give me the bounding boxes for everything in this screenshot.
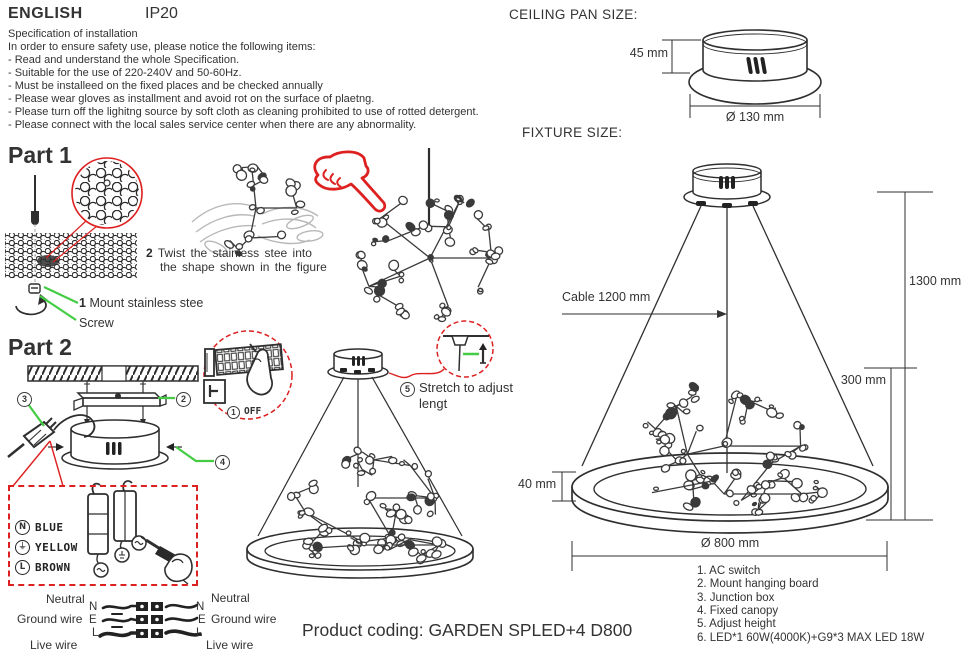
live-symbol: L bbox=[15, 560, 30, 575]
callout-4: 4 bbox=[215, 455, 230, 470]
fixture-height-dim: 1300 mm bbox=[909, 274, 962, 288]
screw-label: Screw bbox=[79, 316, 114, 330]
part1-title: Part 1 bbox=[8, 142, 72, 168]
spec-item: - Please connect with the local sales service center when there are any abnormality. bbox=[8, 119, 417, 131]
legend-item: 4. Fixed canopy bbox=[697, 605, 779, 617]
spec-title: Specification of installation bbox=[8, 28, 138, 40]
wire-color-row bbox=[15, 539, 78, 557]
ceiling-pan-title: CEILING PAN SIZE: bbox=[509, 7, 638, 22]
legend-item: 2. Mount hanging board bbox=[697, 578, 819, 590]
callout-1: 1 bbox=[227, 406, 240, 419]
ip-rating-label: IP20 bbox=[145, 5, 178, 22]
spec-item: - Read and understand the whole Specification. bbox=[8, 54, 240, 66]
legend-item: 6. LED*1 60W(4000K)+G9*3 MAX LED 18W bbox=[697, 632, 925, 644]
wire-terminal-n-right: N bbox=[196, 601, 205, 613]
wire-label-live-left: Live wire bbox=[30, 638, 78, 652]
wire-terminal-l-left: L bbox=[92, 627, 99, 639]
language-label: ENGLISH bbox=[8, 5, 83, 22]
spec-intro: In order to ensure safety use, please notice the following items: bbox=[8, 41, 316, 53]
wire-connection-drawing bbox=[100, 602, 203, 639]
legend-item: 5. Adjust height bbox=[697, 618, 776, 630]
fixture-drop-dim: 300 mm bbox=[840, 373, 886, 387]
fixture-cluster-lower bbox=[652, 468, 829, 516]
wire-label-ground-right: Ground wire bbox=[211, 612, 277, 626]
wire-label-neutral-right: Neutral bbox=[211, 591, 250, 605]
off-label: OFF bbox=[244, 406, 262, 417]
step2-text-line1: Twist the stainless stee into bbox=[157, 246, 312, 260]
step2-number: 2 bbox=[146, 246, 153, 260]
spec-item: - Please wear gloves as installment and avoid rot on the surface of plaetng. bbox=[8, 93, 375, 105]
wire-color-blue: BLUE bbox=[35, 521, 64, 535]
callout-3: 3 bbox=[17, 392, 32, 407]
wire-terminal-e-right: E bbox=[198, 614, 206, 626]
fixture-drawing bbox=[552, 164, 933, 571]
part2-title: Part 2 bbox=[8, 334, 72, 360]
wire-color-row bbox=[15, 519, 64, 537]
pan-diameter-dim: Ø 130 mm bbox=[725, 110, 785, 124]
cable-length-dim: Cable 1200 mm bbox=[562, 290, 651, 304]
spec-item: - Please turn off the lighitng source by soft cloth as cleaning prohibited to use of rotted detergent. bbox=[8, 106, 479, 118]
legend-item: 1. AC switch bbox=[697, 565, 761, 577]
callout-2: 2 bbox=[176, 392, 191, 407]
callout-5: 5 bbox=[400, 382, 415, 397]
neutral-symbol: N bbox=[15, 520, 30, 535]
product-coding: Product coding: GARDEN SPLED+4 D800 bbox=[302, 620, 633, 640]
wire-color-brown: BROWN bbox=[35, 561, 71, 575]
legend-item: 3. Junction box bbox=[697, 592, 775, 604]
wire-label-ground-left: Ground wire bbox=[17, 612, 83, 626]
pointing-hand-icon bbox=[315, 152, 385, 211]
part2-mounting-diagram bbox=[8, 366, 214, 486]
stretch-adjust-inset bbox=[389, 321, 493, 378]
wire-terminal-n-left: N bbox=[89, 601, 98, 613]
wire-label-neutral-left: Neutral bbox=[46, 592, 85, 606]
wire-color-row bbox=[15, 559, 71, 577]
step1-text: Mount stainless stee bbox=[89, 296, 204, 310]
wire-color-yellow: YELLOW bbox=[35, 541, 78, 555]
spec-item: - Must be installeed on the fixed places and be checked annually bbox=[8, 80, 323, 92]
earth-symbol: ⏚ bbox=[15, 540, 30, 555]
wire-terminal-e-left: E bbox=[89, 614, 97, 626]
step2-text-line2: the shape shown in the figure bbox=[160, 260, 327, 274]
fixture-cluster bbox=[643, 381, 808, 506]
fixture-size-title: FIXTURE SIZE: bbox=[522, 125, 623, 140]
wire-terminal-l-right: L bbox=[196, 627, 203, 639]
stretch-label-line2: lengt bbox=[419, 396, 448, 411]
step1-number: 1 bbox=[79, 296, 86, 310]
spec-item: - Suitable for the use of 220-240V and 50-60Hz. bbox=[8, 67, 242, 79]
pan-height-dim: 45 mm bbox=[629, 46, 668, 60]
ceiling-pan-drawing bbox=[662, 30, 821, 118]
ring-height-dim: 40 mm bbox=[518, 477, 557, 491]
stretch-label-line1: Stretch to adjust bbox=[419, 380, 513, 395]
small-chandelier-cluster-lower bbox=[303, 523, 448, 565]
fixture-diameter-dim: Ø 800 mm bbox=[700, 536, 760, 550]
wire-label-live-right: Live wire bbox=[206, 638, 254, 652]
branch-sketch bbox=[223, 163, 305, 257]
